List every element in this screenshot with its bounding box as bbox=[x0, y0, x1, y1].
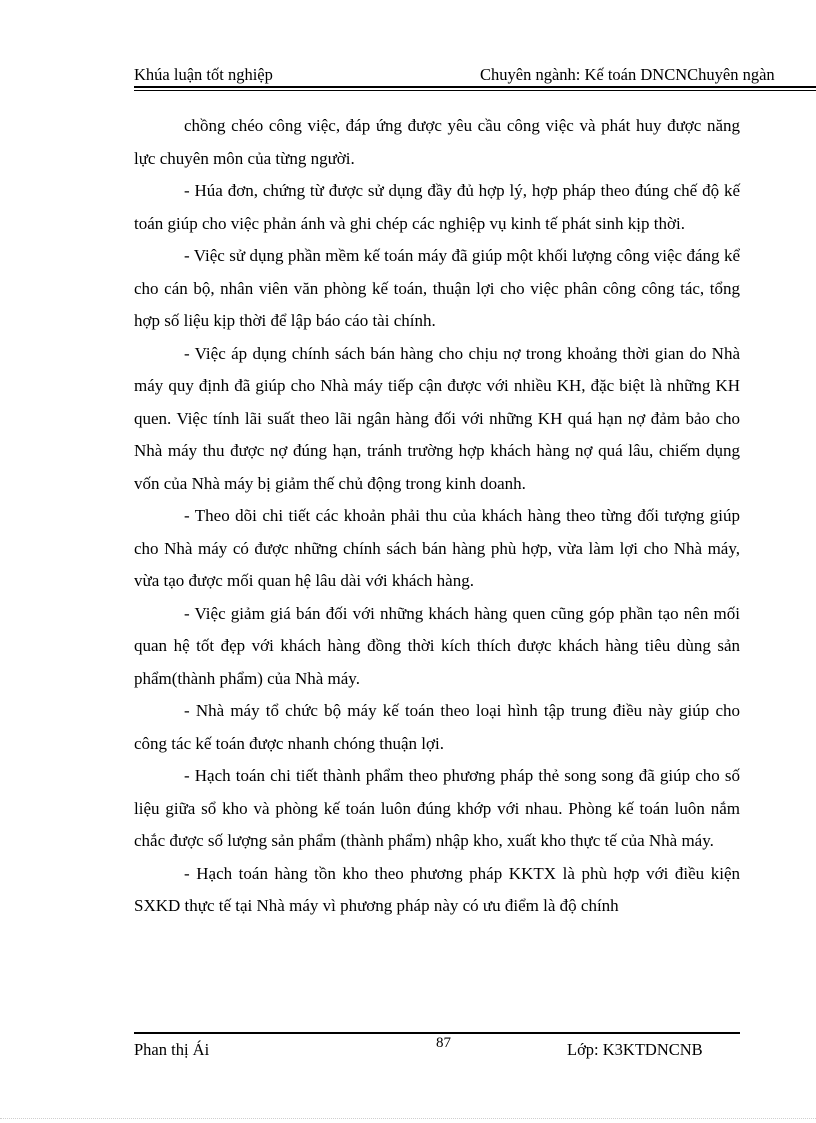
body-text bbox=[134, 110, 740, 923]
paragraph-continuation: chồng chéo công việc, đáp ứng được yêu cầu công việc và phát huy được năng lực chuyên môn của từng người. bbox=[134, 116, 740, 168]
paragraph-inventory: - Hạch toán hàng tồn kho theo phương pháp KKTX là phù hợp với điều kiện SXKD thực tế tại Nhà máy vì phương pháp này có ưu điểm là độ chính bbox=[134, 863, 740, 915]
header-major: Chuyên ngành: Kế toán DNCNChuyên ngàn bbox=[480, 65, 775, 84]
page-number: 87 bbox=[436, 1035, 451, 1051]
paragraph-discounts: - Việc giảm giá bán đối với những khách hàng quen cũng góp phần tạo nên mối quan hệ tốt đẹp với khách hàng đồng thời kích thích được khách hàng tiêu dùng sản phẩm(thành phẩm) của Nhà máy. bbox=[134, 603, 740, 688]
footer-author: Phan thị Ái bbox=[134, 1040, 210, 1059]
paragraph-sales-policy: - Việc áp dụng chính sách bán hàng cho chịu nợ trong khoảng thời gian do Nhà máy quy định đã giúp cho Nhà máy tiếp cận được với nhiều KH, đặc biệt là những KH quen. Việc tính lãi suất theo lãi ngân hàng đối với những KH quá hạn nợ đảm bảo cho Nhà máy thu được nợ đúng hạn, tránh trường hợp khách hàng nợ quá lâu, chiếm dụng vốn của Nhà máy bị giảm thế chủ động trong kinh doanh. bbox=[134, 343, 740, 493]
paragraph-receivables: - Theo dõi chi tiết các khoản phải thu của khách hàng theo từng đối tượng giúp cho Nhà máy có được những chính sách bán hàng phù hợp, vừa làm lợi cho Nhà máy, vừa tạo được mối quan hệ lâu dài với khách hàng. bbox=[134, 506, 740, 590]
paragraph-accounting-software: - Việc sử dụng phần mềm kế toán máy đã giúp một khối lượng công việc đáng kể cho cán bộ, nhân viên văn phòng kế toán, thuận lợi cho việc phân công công tác, tổng hợp số liệu kịp thời để lập báo cáo tài chính. bbox=[134, 246, 740, 330]
paragraph-finished-goods: - Hạch toán chi tiết thành phẩm theo phương pháp thẻ song song đã giúp cho số liệu giữa sổ kho và phòng kế toán luôn đúng khớp với nhau. Phòng kế toán luôn nắm chắc được số lượng sản phẩm (thành phẩm) nhập kho, xuất kho thực tế của Nhà máy. bbox=[134, 766, 740, 850]
header-rule bbox=[134, 86, 816, 88]
header-rule-secondary bbox=[134, 90, 816, 91]
footer-class: Lớp: K3KTDNCNB bbox=[567, 1040, 703, 1059]
paragraph-invoices: - Húa đơn, chứng từ được sử dụng đầy đủ hợp lý, hợp pháp theo đúng chế độ kế toán giúp cho việc phản ánh và ghi chép các nghiệp vụ kinh tế phát sinh kịp thời. bbox=[134, 181, 740, 233]
header-thesis-title: Khúa luận tốt nghiệp bbox=[134, 65, 273, 84]
paragraph-organization: - Nhà máy tổ chức bộ máy kế toán theo loại hình tập trung điều này giúp cho công tác kế toán được nhanh chóng thuận lợi. bbox=[134, 701, 740, 753]
page-boundary bbox=[0, 1118, 816, 1119]
